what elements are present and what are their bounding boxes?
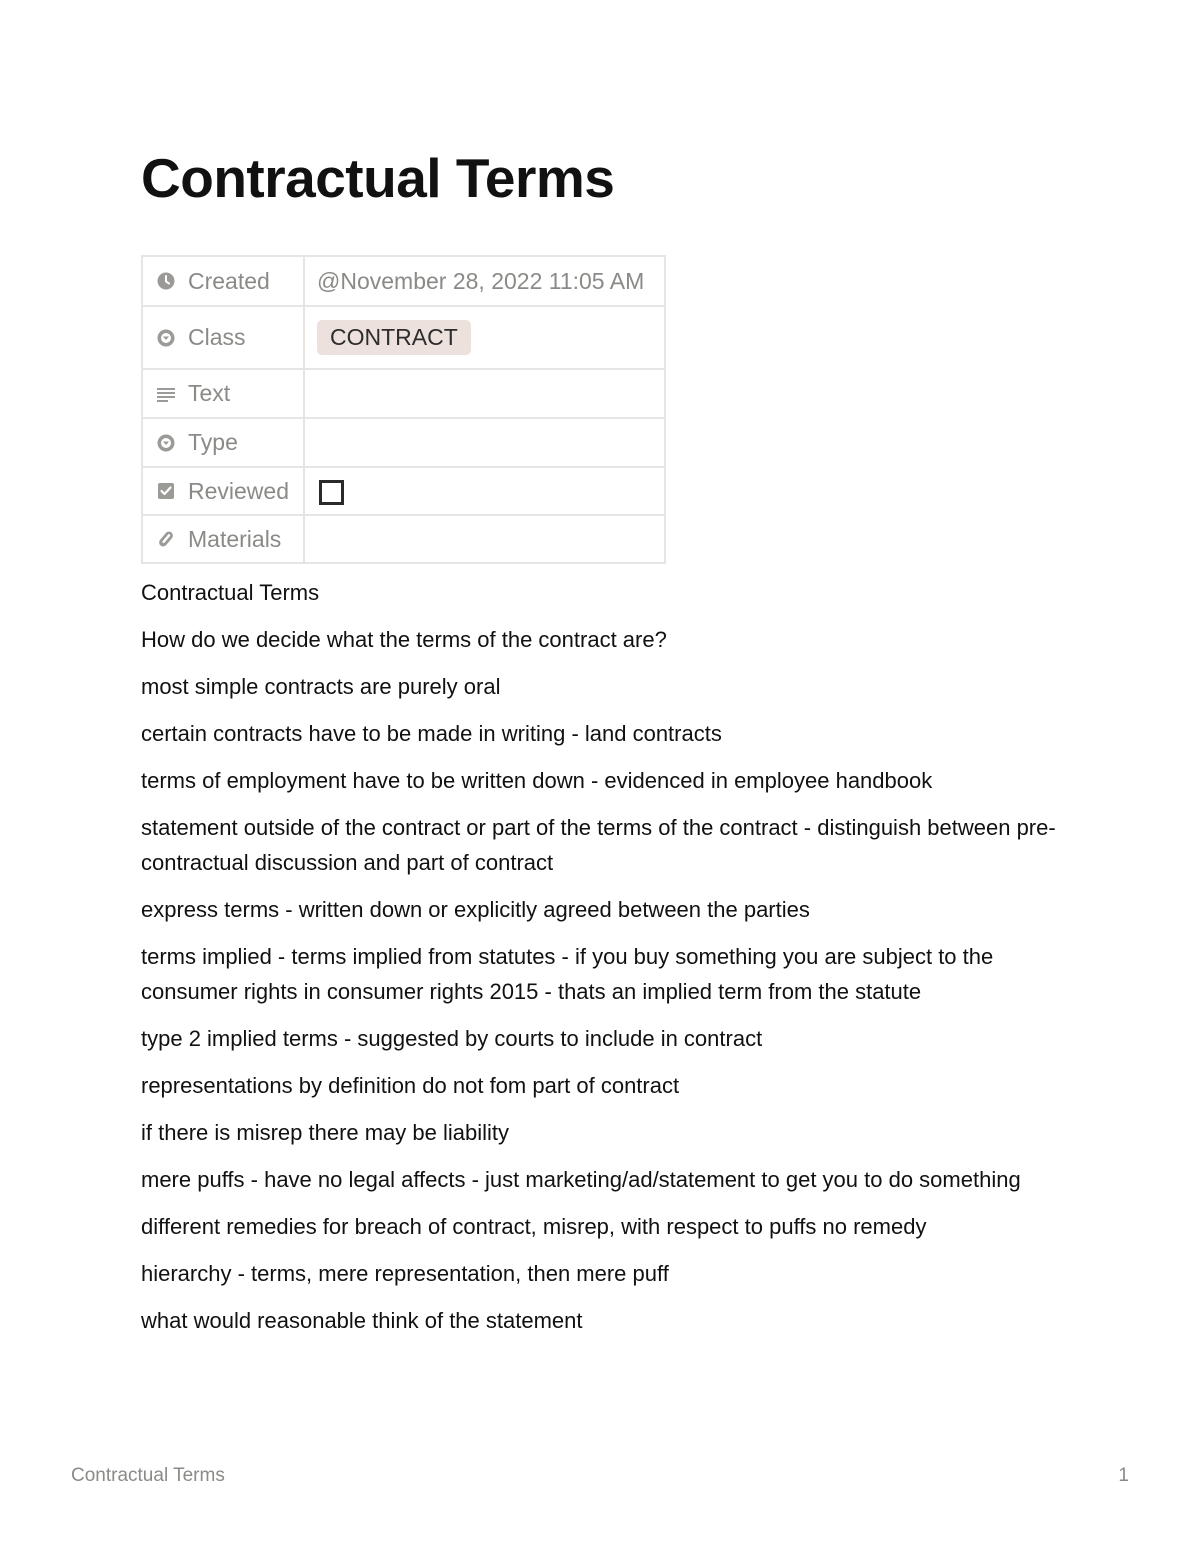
paragraph: representations by definition do not fom part of contract — [141, 1073, 680, 1098]
property-row-type — [142, 418, 665, 467]
paragraph: How do we decide what the terms of the contract are? — [141, 627, 667, 652]
footer-document-title: Contractual Terms — [71, 1465, 225, 1486]
document-body — [141, 575, 1071, 1350]
paragraph: Contractual Terms — [141, 580, 320, 605]
property-label-text: Text — [188, 380, 231, 406]
paragraph: if there is misrep there may be liability — [141, 1120, 510, 1145]
clock-icon — [156, 271, 176, 291]
materials-value-cell[interactable] — [304, 515, 665, 563]
text-value-cell[interactable] — [304, 369, 665, 418]
paragraph: express terms - written down or explicitly agreed between the parties — [141, 897, 810, 922]
text-lines-icon — [156, 384, 176, 404]
paragraph: hierarchy - terms, mere representation, then mere puff — [141, 1261, 669, 1286]
page-title: Contractual Terms — [141, 147, 615, 209]
paperclip-icon — [156, 529, 176, 549]
reviewed-checkbox[interactable] — [319, 480, 344, 505]
property-row-materials — [142, 515, 665, 563]
paragraph: what would reasonable think of the statement — [141, 1308, 583, 1333]
class-tag[interactable]: CONTRACT — [317, 320, 471, 355]
paragraph: type 2 implied terms - suggested by courts to include in contract — [141, 1026, 763, 1051]
paragraph: mere puffs - have no legal affects - just marketing/ad/statement to get you to do something — [141, 1167, 1021, 1192]
properties-table — [141, 255, 666, 564]
property-label-created: Created — [188, 267, 270, 294]
type-value-cell[interactable] — [304, 418, 665, 467]
paragraph: most simple contracts are purely oral — [141, 674, 501, 699]
property-row-text — [142, 369, 665, 418]
footer-page-number: 1 — [1118, 1465, 1129, 1486]
paragraph: certain contracts have to be made in writing - land contracts — [141, 721, 722, 746]
property-row-reviewed — [142, 467, 665, 515]
paragraph: terms implied - terms implied from statutes - if you buy something you are subject to the consumer rights in consumer rights 2015 - thats an implied term from the statute — [141, 944, 994, 1004]
created-date-value[interactable]: @November 28, 2022 11:05 AM — [304, 256, 665, 306]
paragraph: statement outside of the contract or part of the terms of the contract - distinguish between pre-contractual discussion and part of contract — [141, 815, 1056, 875]
property-label-class: Class — [188, 324, 246, 350]
select-icon — [156, 433, 176, 453]
property-row-class — [142, 306, 665, 369]
property-label-reviewed: Reviewed — [188, 477, 289, 504]
paragraph: terms of employment have to be written down - evidenced in employee handbook — [141, 768, 933, 793]
checkbox-icon — [156, 481, 176, 501]
paragraph: different remedies for breach of contract, misrep, with respect to puffs no remedy — [141, 1214, 927, 1239]
select-icon — [156, 328, 176, 348]
class-value-cell[interactable] — [304, 306, 665, 369]
property-label-materials: Materials — [188, 525, 282, 552]
property-label-type: Type — [188, 429, 238, 455]
reviewed-value-cell — [304, 467, 665, 515]
property-row-created — [142, 256, 665, 306]
